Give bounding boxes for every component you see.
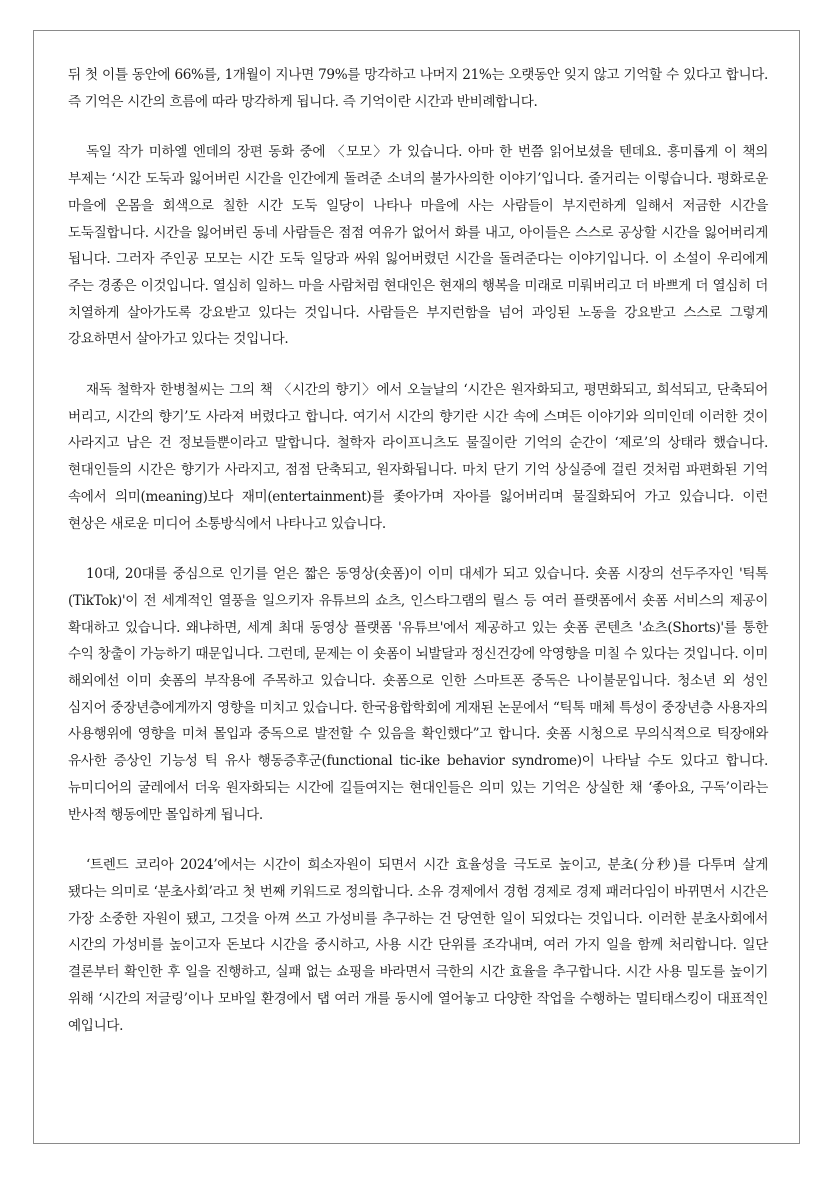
paragraph-memory-forgetting: 뒤 첫 이틀 동안에 66%를, 1개월이 지나면 79%를 망각하고 나머지 21%는 오랫동안 잊지 않고 기억할 수 있다고 합니다. 즉 기억은 시간의 흐름에 따라 망각하게 됩니다. 즉 기억이란 시간과 반비례합니다.	[68, 67, 768, 110]
paragraph-momo: 독일 작가 미하엘 엔데의 장편 동화 중에 〈모모〉가 있습니다. 아마 한 번쯤 읽어보셨을 텐데요. 흥미롭게 이 책의 부제는 ‘시간 도둑과 잃어버린 시간을 인간에게 돌려준 소녀의 불가사의한 이야기’입니다. 줄거리는 이렇습니다. 평화로운 마을에 온몸을 회색으로 칠한 시간 도둑 일당이 나타나 마을에 사는 사람들이 부지런하게 일해서 저금한 시간을 도둑질합니다. 시간을 잃어버린 동네 사람들은 점점 여유가 없어서 화를 내고, 아이들은 스스로 공상할 시간을 잃어버리게 됩니다. 그러자 주인공 모모는 시간 도둑 일당과 싸워 잃어버렸던 시간을 돌려준다는 이야기입니다. 이 소설이 우리에게 주는 경종은 이것입니다. 열심히 일하느 마을 사람처럼 현대인은 현재의 행복을 미래로 미뤄버리고 더 바쁘게 더 열심히 더 치열하게 살아가도록 강요받고 있다는 것입니다. 사람들은 부지런함을 넘어 과잉된 노동을 강요받고 스스로 그렇게 강요하면서 살아가고 있다는 것입니다.	[68, 144, 768, 348]
paragraph-scent-of-time: 재독 철학자 한병철씨는 그의 책 〈시간의 향기〉에서 오늘날의 ‘시간은 원자화되고, 평면화되고, 희석되고, 단축되어 버리고, 시간의 향기’도 사라져 버렸다고 합니다. 여기서 시간의 향기란 시간 속에 스며든 이야기와 의미인데 이러한 것이 사라지고 남은 건 정보들뿐이라고 말합니다. 철학자 라이프니츠도 물질이란 기억의 순간이 ‘제로’의 상태라 했습니다. 현대인들의 시간은 향기가 사라지고, 점점 단축되고, 원자화됩니다. 마치 단기 기억 상실증에 걸린 것처럼 파편화된 기억 속에서 의미(meaning)보다 재미(entertainment)를 좇아가며 자아를 잃어버리며 물질화되어 가고 있습니다. 이런 현상은 새로운 미디어 소통방식에서 나타나고 있습니다.	[68, 382, 768, 532]
paragraph-trend-korea: ‘트렌드 코리아 2024’에서는 시간이 희소자원이 되면서 시간 효율성을 극도로 높이고, 분초(分秒)를 다투며 살게 됐다는 의미로 ‘분초사회’라고 첫 번째 키워드로 정의합니다. 소유 경제에서 경험 경제로 경제 패러다임이 바뀌면서 시간은 가장 소중한 자원이 됐고, 그것을 아껴 쓰고 가성비를 추구하는 건 당연한 일이 되었다는 것입니다. 이러한 분초사회에서 시간의 가성비를 높이고자 돈보다 시간을 중시하고, 사용 시간 단위를 조각내며, 여러 가지 일을 함께 처리합니다. 일단 결론부터 확인한 후 일을 진행하고, 실패 없는 쇼핑을 바라면서 극한의 시간 효율을 추구합니다. 시간 사용 밀도를 높이기 위해 ‘시간의 저글링’이나 모바일 환경에서 탭 여러 개를 동시에 열어놓고 다양한 작업을 수행하는 멀티태스킹이 대표적인 예입니다.	[68, 857, 768, 1034]
document-body	[68, 62, 768, 1039]
paragraph-short-form: 10대, 20대를 중심으로 인기를 얻은 짧은 동영상(숏폼)이 이미 대세가 되고 있습니다. 숏폼 시장의 선두주자인 '틱톡(TikTok)'이 전 세계적인 열풍을 일으키자 유튜브의 쇼츠, 인스타그램의 릴스 등 여러 플랫폼에서 숏폼 서비스의 제공이 확대하고 있습니다. 왜냐하면, 세계 최대 동영상 플랫폼 '유튜브'에서 제공하고 있는 숏폼 콘텐츠 '쇼츠(Shorts)'를 통한 수익 창출이 가능하기 때문입니다. 그런데, 문제는 이 숏폼이 뇌발달과 정신건강에 악영향을 미칠 수 있다는 것입니다. 이미 해외에선 이미 숏폼의 부작용에 주목하고 있습니다. 숏폼으로 인한 스마트폰 중독은 나이불문입니다. 청소년 외 성인 심지어 중장년층에게까지 영향을 미치고 있습니다. 한국융합학회에 게재된 논문에서 “틱톡 매체 특성이 중장년층 사용자의 사용행위에 영향을 미쳐 몰입과 중독으로 발전할 수 있음을 확인했다”고 합니다. 숏폼 시청으로 무의식적으로 틱장애와 유사한 증상인 기능성 틱 유사 행동증후군(functional tic-ike behavior syndrome)이 나타날 수도 있다고 합니다. 뉴미디어의 굴레에서 더욱 원자화되는 시간에 길들여지는 현대인들은 의미 있는 기억은 상실한 채 ‘좋아요, 구독’이라는 반사적 행동에만 몰입하게 됩니다.	[68, 566, 768, 823]
